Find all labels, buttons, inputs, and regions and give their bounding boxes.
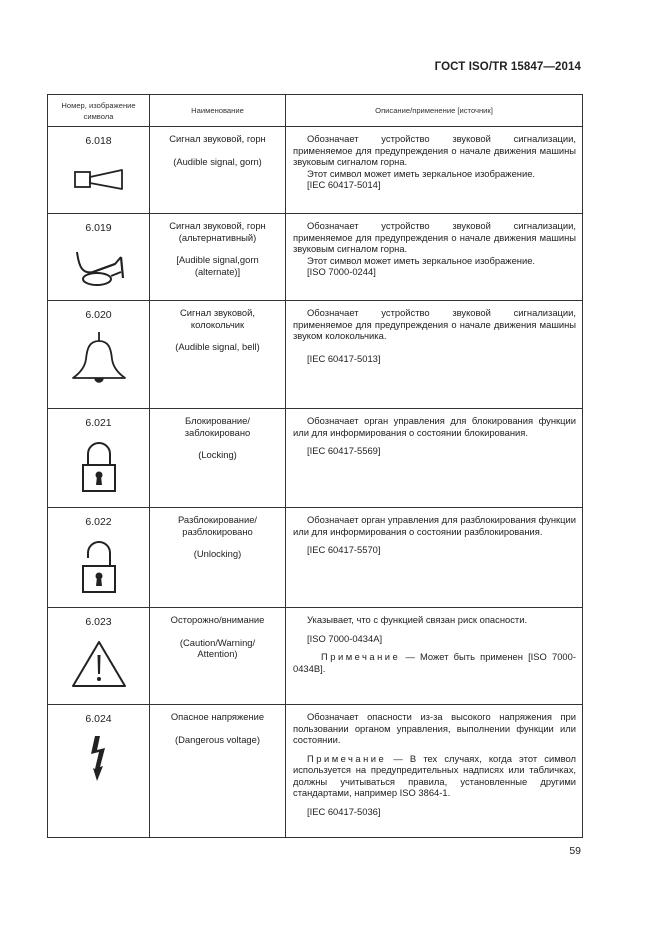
source-reference: [ISO 7000-0244] xyxy=(307,266,376,277)
description-cell xyxy=(286,301,583,409)
note xyxy=(293,753,576,799)
description-text: Обозначает устройство звуковой сигнализации, применяемое для предупреждения о начале движения машины звуковым сигналом горна. xyxy=(293,220,576,254)
table-row xyxy=(48,608,583,705)
symbol-cell xyxy=(48,508,150,608)
description-cell xyxy=(286,705,583,838)
description-text: Обозначает орган управления для разблокирования функции или для информирования о состоянии разблокирования. xyxy=(293,514,576,537)
symbol-cell xyxy=(48,301,150,409)
symbol-number: 6.021 xyxy=(85,417,112,429)
name-cell xyxy=(150,508,286,608)
description-text: Обозначает устройство звуковой сигнализации, применяемое для предупреждения о начале движения машины звуком колокольчика. xyxy=(293,307,576,341)
name-cell xyxy=(150,409,286,508)
column-header-number: Номер, изображение символа xyxy=(48,95,150,127)
description-cell xyxy=(286,508,583,608)
table-row xyxy=(48,127,583,214)
table-row xyxy=(48,214,583,301)
name-cell xyxy=(150,608,286,705)
symbol-name-en: (Dangerous voltage) xyxy=(175,733,260,745)
symbol-cell xyxy=(48,608,150,705)
symbol-name-en: (Audible signal, bell) xyxy=(175,341,260,352)
bell-icon xyxy=(48,331,149,390)
column-header-name: Наименование xyxy=(150,95,286,127)
symbol-name-ru: Блокирование/ заблокировано xyxy=(184,415,251,438)
symbol-name-en: [Audible signal,gorn (alternate)] xyxy=(176,254,259,277)
note-text: — В тех случаях, когда этот символ используется на предупредительных надписях или табличках, должны учитываться правила, установленные другими стандартами, например ISO 3864-1. xyxy=(293,752,576,798)
description-text: Обозначает опасности из-за высокого напряжения при пользовании органом управления, выполнении функции или состоянии. xyxy=(293,711,576,745)
description-cell xyxy=(286,214,583,301)
symbol-cell xyxy=(48,214,150,301)
note-label: Примечание xyxy=(307,752,387,764)
description-cell xyxy=(286,127,583,214)
table-row xyxy=(48,409,583,508)
lock-closed-icon xyxy=(48,439,149,498)
symbol-number: 6.019 xyxy=(85,222,112,234)
symbol-name-en: (Unlocking) xyxy=(193,548,242,559)
source-reference: [ISO 7000-0434A] xyxy=(307,632,383,644)
name-cell xyxy=(150,705,286,838)
source-reference: [IEC 60417-5036] xyxy=(307,805,381,817)
description-text: Обозначает орган управления для блокирования функции или для информирования о состоянии блокирования. xyxy=(293,415,576,438)
source-reference: [IEC 60417-5569] xyxy=(307,445,381,456)
source-reference: [IEC 60417-5013] xyxy=(307,352,381,364)
symbol-name-ru: Разблокирование/ разблокировано xyxy=(177,514,258,537)
note-text: — Может быть применен [ISO 7000-0434B]. xyxy=(293,651,576,674)
lock-open-icon xyxy=(48,538,149,599)
symbol-name-ru: Сигнал звуковой, горн xyxy=(169,133,266,144)
page-number: 59 xyxy=(569,845,581,857)
alternative-horn-icon xyxy=(48,250,149,293)
symbol-name-en: (Audible signal, gorn) xyxy=(173,155,262,167)
note xyxy=(293,651,576,674)
name-cell xyxy=(150,127,286,214)
symbol-name-ru: Сигнал звуковой, колокольчик xyxy=(179,307,255,330)
symbol-name-ru: Опасное напряжение xyxy=(170,711,265,722)
description-text: Этот символ может иметь зеркальное изображение. xyxy=(307,167,536,179)
warning-triangle-icon xyxy=(48,640,149,693)
symbol-number: 6.022 xyxy=(85,516,112,528)
table-header-row xyxy=(48,95,583,127)
name-cell xyxy=(150,214,286,301)
source-reference: [IEC 60417-5014] xyxy=(307,179,381,190)
table-row xyxy=(48,705,583,838)
description-text: Указывает, что с функцией связан риск опасности. xyxy=(307,614,528,625)
high-voltage-icon xyxy=(48,735,149,788)
symbol-number: 6.018 xyxy=(85,135,112,147)
horn-icon xyxy=(48,169,149,196)
symbol-number: 6.020 xyxy=(85,309,112,321)
symbol-number: 6.023 xyxy=(85,616,112,628)
note-label: Примечание xyxy=(321,651,401,662)
symbol-cell xyxy=(48,409,150,508)
table-row xyxy=(48,508,583,608)
description-cell xyxy=(286,608,583,705)
source-reference: [IEC 60417-5570] xyxy=(307,544,381,555)
standard-code: ГОСТ ISO/TR 15847—2014 xyxy=(434,61,581,73)
symbol-name-ru: Осторожно/внимание xyxy=(170,614,265,625)
description-text: Обозначает устройство звуковой сигнализации, применяемое для предупреждения о начале движения машины звуковым сигналом горна. xyxy=(293,133,576,167)
symbol-name-ru: Сигнал звуковой, горн (альтернативный) xyxy=(169,220,266,243)
symbol-cell xyxy=(48,705,150,838)
symbols-table xyxy=(47,94,583,838)
symbol-number: 6.024 xyxy=(85,713,112,725)
symbol-cell xyxy=(48,127,150,214)
description-text: Этот символ может иметь зеркальное изображение. xyxy=(307,254,536,266)
description-cell xyxy=(286,409,583,508)
table-row xyxy=(48,301,583,409)
symbol-name-en: (Locking) xyxy=(198,449,237,460)
symbol-name-en: (Caution/Warning/ Attention) xyxy=(179,636,256,659)
name-cell xyxy=(150,301,286,409)
column-header-description: Описание/применение [источник] xyxy=(286,95,583,127)
